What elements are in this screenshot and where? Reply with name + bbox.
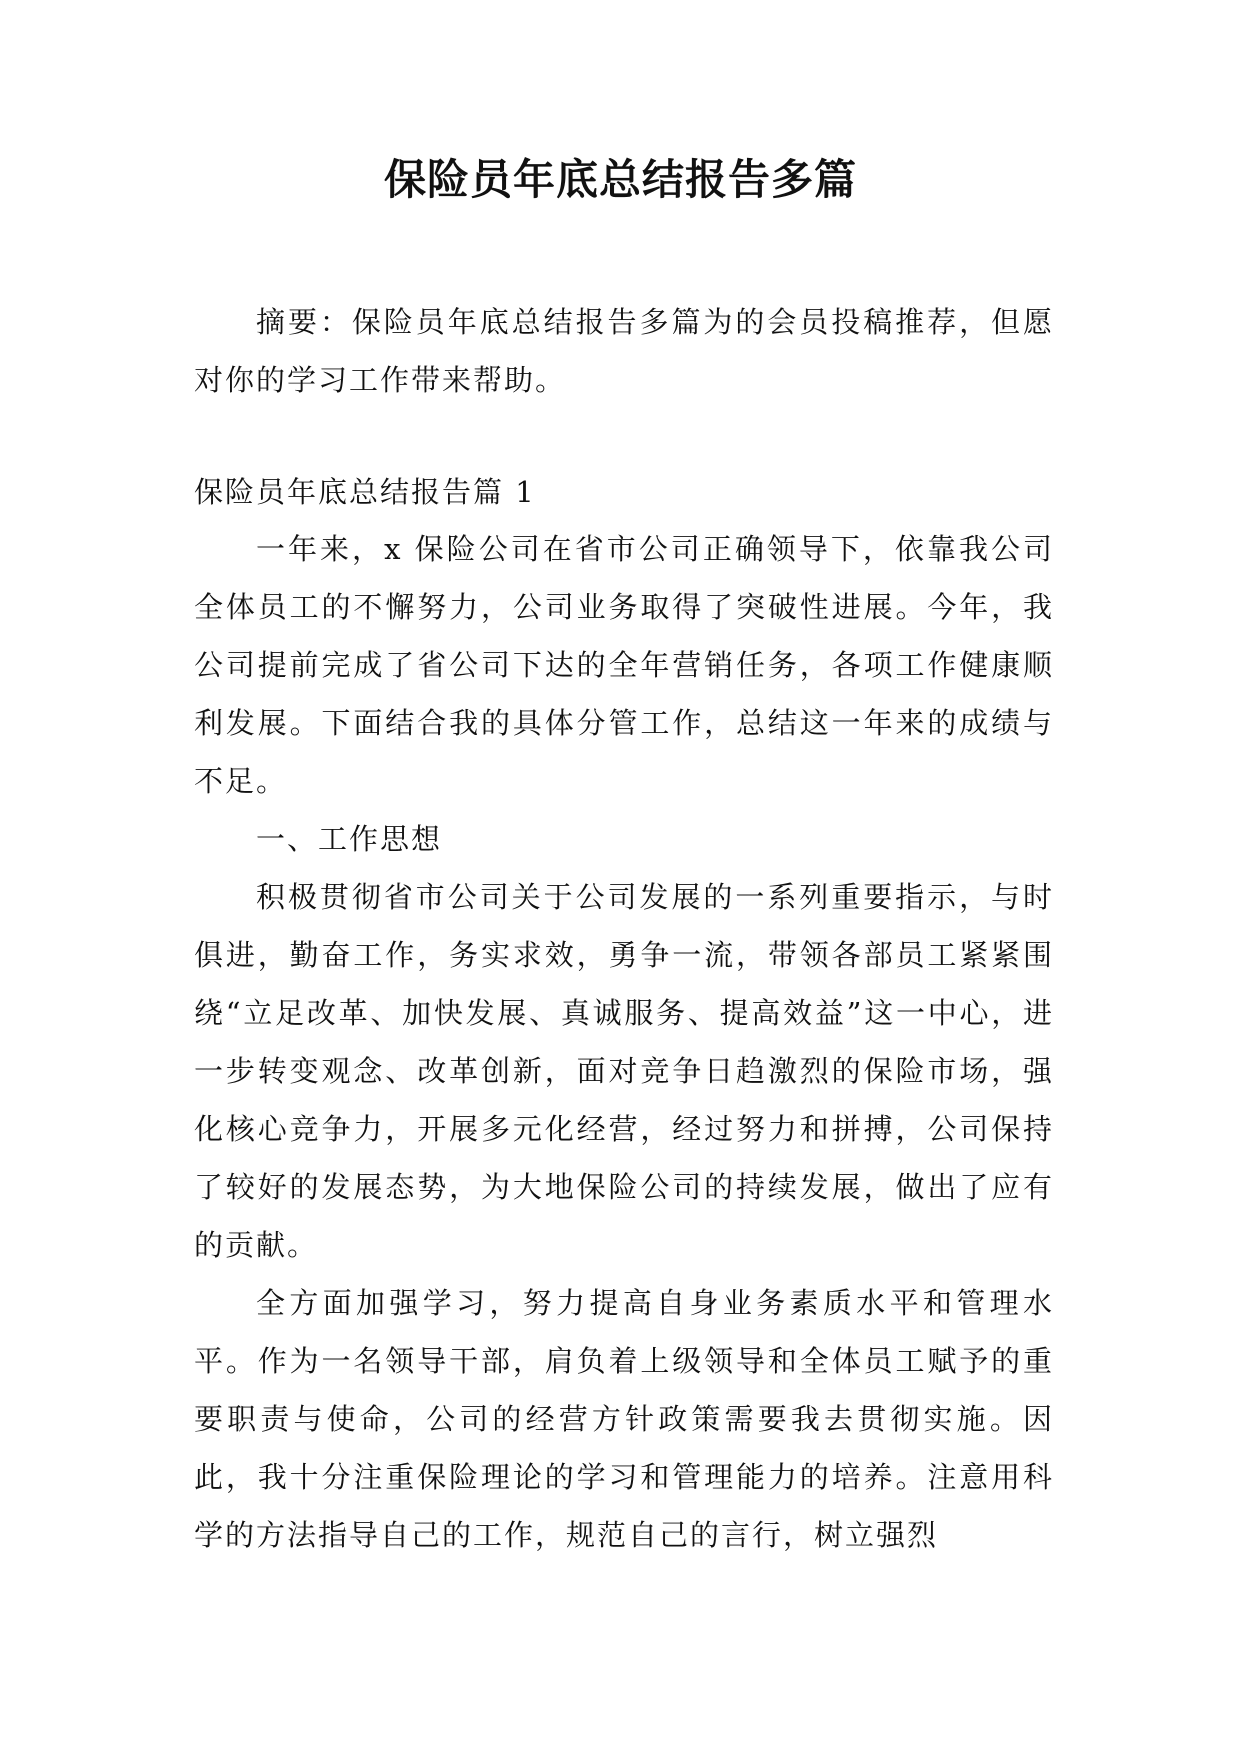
subsection-heading: 一、工作思想 <box>256 822 443 856</box>
body-paragraph: 一年来，x 保险公司在省市公司正确领导下，依靠我公司全体员工的不懈努力，公司业务取得了突破性进展。今年，我公司提前完成了省公司下达的全年营销任务，各项工作健康顺利发展。下面结合我的具体分管工作，总结这一年来的成绩与不足。 <box>194 532 1054 798</box>
body-paragraphs <box>194 520 1054 1564</box>
abstract-paragraph: 摘要：保险员年底总结报告多篇为的会员投稿推荐，但愿对你的学习工作带来帮助。 <box>194 305 1054 397</box>
body-paragraph: 全方面加强学习，努力提高自身业务素质水平和管理水平。作为一名领导干部，肩负着上级领导和全体员工赋予的重要职责与使命，公司的经营方针政策需要我去贯彻实施。因此，我十分注重保险理论的学习和管理能力的培养。注意用科学的方法指导自己的工作，规范自己的言行，树立强烈 <box>194 1286 1054 1552</box>
section-heading: 保险员年底总结报告篇 1 <box>194 475 536 509</box>
document-title: 保险员年底总结报告多篇 <box>383 155 857 204</box>
body-paragraph: 积极贯彻省市公司关于公司发展的一系列重要指示，与时俱进，勤奋工作，务实求效，勇争一流，带领各部员工紧紧围绕“立足改革、加快发展、真诚服务、提高效益”这一中心，进一步转变观念、改革创新，面对竞争日趋激烈的保险市场，强化核心竞争力，开展多元化经营，经过努力和拼搏，公司保持了较好的发展态势，为大地保险公司的持续发展，做出了应有的贡献。 <box>194 880 1054 1262</box>
